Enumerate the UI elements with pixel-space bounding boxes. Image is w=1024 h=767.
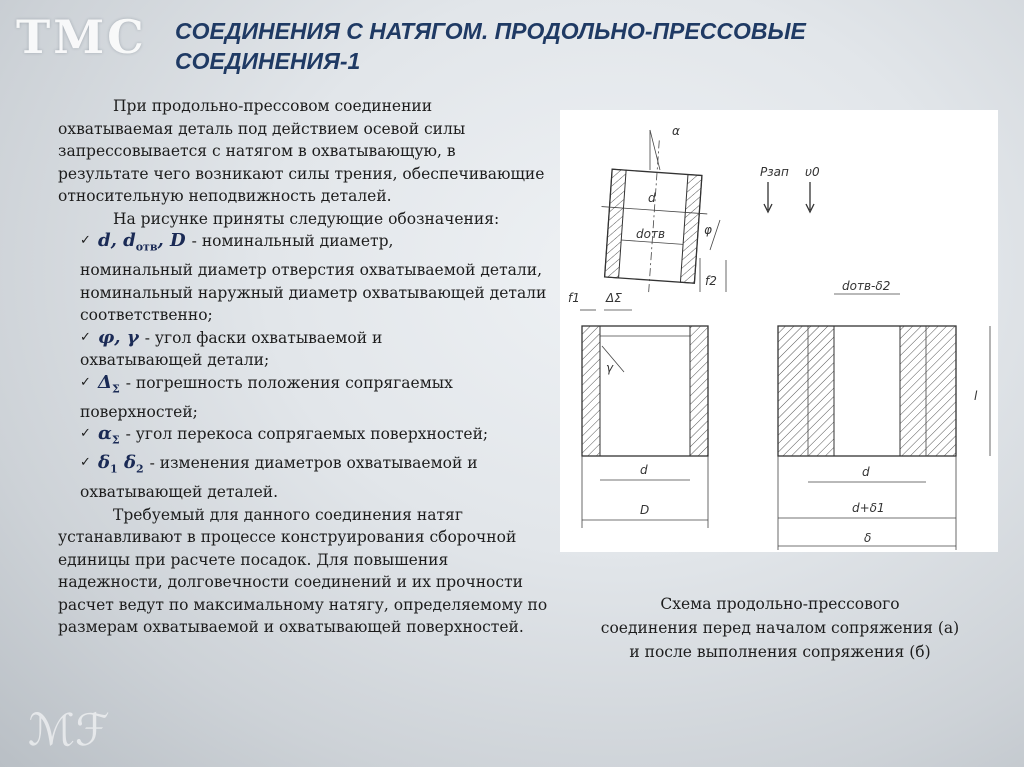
body-text (58, 95, 548, 639)
label-l: l (974, 389, 978, 403)
paragraph-intro: При продольно-прессовом соединении охватываемая деталь под действием осевой силы запрессовывается с натягом в охватывающую, в результате чего возникают силы трения, обеспечивающие относительную неподвижность деталей. (58, 97, 545, 205)
logo-tms: ТМС (16, 10, 147, 64)
label-d-right: d (862, 465, 870, 479)
bullet-continuation: охватывающей деталей. (80, 483, 279, 502)
paragraph-notation: На рисунке приняты следующие обозначения: (113, 209, 500, 228)
caption-line-3: и после выполнения сопряжения (б) (629, 643, 931, 661)
diagram-svg (560, 110, 998, 552)
check-icon: ✓ (80, 374, 91, 390)
label-delta-sigma: ΔΣ (606, 291, 622, 305)
label-D: D (640, 503, 650, 517)
bullet-text: - угол перекоса сопрягаемых поверхностей; (125, 425, 489, 444)
label-delta: δ (864, 531, 872, 545)
bullet-chamfer-angle (58, 327, 548, 372)
press-fit-diagram (560, 110, 998, 552)
paragraph-calculation: Требуемый для данного соединения натяг устанавливают в процессе конструирования сборочной единицы при расчете посадок. Для повышения надежности, долговечности соединений и их прочности расчет ведут по максимальному натягу, определяемому по размерам охватываемой и охватывающей поверхностей. (58, 505, 548, 637)
bullet-continuation: номинальный диаметр отверстия охватываемой детали, номинальный наружный диаметр охватывающей детали соответственно; (80, 261, 547, 325)
label-alpha: α (672, 124, 680, 138)
bullet-text: - номинальный диаметр, (191, 232, 394, 250)
symbol-diameter: d, $d_{отв}$, D (98, 230, 186, 254)
shaft-part-tilted (596, 137, 713, 299)
bullet-text: - погрешность положения сопрягаемых (125, 373, 453, 392)
bullet-position-error (58, 372, 548, 424)
caption-line-2: соединения перед началом сопряжения (а) (600, 619, 960, 637)
check-icon: ✓ (80, 329, 91, 345)
symbol-delta1-delta2: $\delta_1$ $\delta_2$ (98, 452, 144, 476)
bullet-diameter-change (58, 452, 548, 504)
symbol-phi-gamma: φ, γ (98, 326, 139, 348)
symbol-delta-sigma: $\Delta_\Sigma$ (98, 371, 120, 396)
bullet-text: - изменения диаметров охватываемой и (149, 454, 478, 473)
label-gamma: γ (606, 361, 614, 375)
bullet-continuation: поверхностей; (80, 402, 198, 421)
label-v0: υ0 (805, 165, 820, 179)
caption-line-1: Схема продольно-прессового (660, 595, 900, 613)
symbol-alpha-sigma: $\alpha_\Sigma$ (98, 423, 120, 447)
label-f1: f1 (568, 291, 580, 305)
figure-caption (560, 592, 1000, 664)
page-title: СОЕДИНЕНИЯ С НАТЯГОМ. ПРОДОЛЬНО-ПРЕССОВЫЕ СОЕДИНЕНИЯ-1 (175, 18, 806, 74)
check-icon: ✓ (80, 233, 91, 248)
bullet-skew-angle (58, 423, 548, 452)
bullet-diameter (58, 230, 548, 327)
label-d-lower: d (640, 463, 648, 477)
check-icon: ✓ (80, 455, 91, 471)
assembled-joint-after (778, 326, 956, 456)
label-phi: φ (704, 223, 712, 237)
hub-part-before (582, 326, 708, 456)
watermark-emblem: ℳℱ (28, 705, 110, 756)
label-d-otv-delta2: dотв-δ2 (842, 279, 891, 293)
label-p-zap: Pзап (760, 165, 789, 179)
label-d-delta1: d+δ1 (852, 501, 885, 515)
label-f2: f2 (705, 274, 717, 288)
bullet-text: - угол фаски охватываемой и (144, 328, 383, 347)
check-icon: ✓ (80, 426, 91, 442)
label-d-otv: dотв (636, 227, 666, 241)
bullet-continuation: охватывающей детали; (80, 351, 270, 370)
label-d-upper: d (648, 191, 656, 205)
